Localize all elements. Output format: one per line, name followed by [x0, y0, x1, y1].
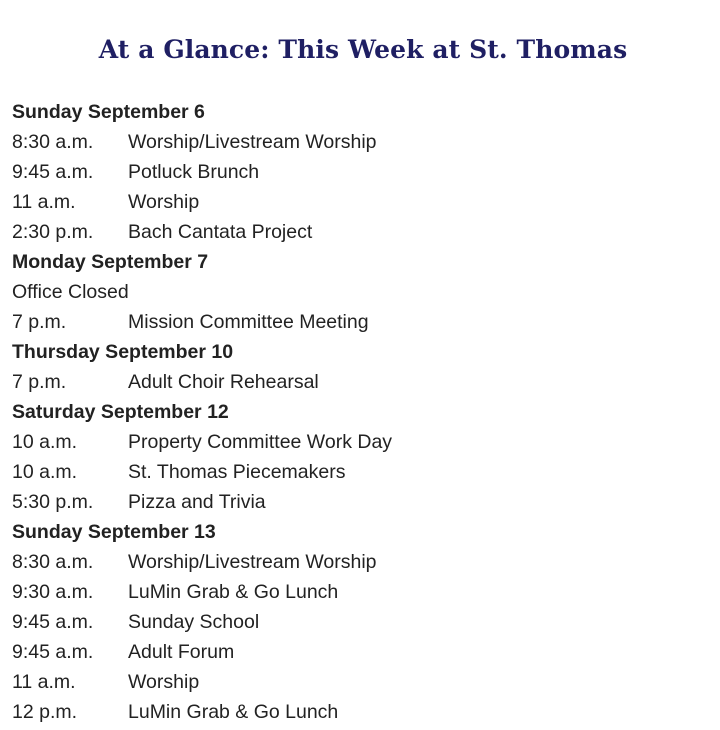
event-name: Adult Choir Rehearsal — [128, 371, 319, 393]
page-title: At a Glance: This Week at St. Thomas — [98, 35, 628, 64]
schedule-row — [12, 217, 712, 247]
day-heading: Monday September 7 — [12, 251, 209, 273]
day-heading: Sunday September 13 — [12, 521, 216, 543]
event-time: 9:45 a.m. — [12, 611, 94, 633]
schedule-row — [12, 157, 712, 187]
event-time: 10 a.m. — [12, 461, 78, 483]
event-time: 7 p.m. — [12, 311, 67, 333]
event-name: LuMin Grab & Go Lunch — [128, 701, 339, 723]
event-time: 5:30 p.m. — [12, 491, 94, 513]
schedule-row — [12, 127, 712, 157]
schedule-note: Office Closed — [12, 281, 129, 303]
event-name: Potluck Brunch — [128, 161, 260, 183]
event-time: 9:45 a.m. — [12, 641, 94, 663]
event-time: 9:45 a.m. — [12, 161, 94, 183]
schedule-row — [12, 457, 712, 487]
event-time: 11 a.m. — [12, 191, 76, 213]
event-name: Worship — [128, 191, 200, 213]
schedule-row — [12, 577, 712, 607]
event-name: St. Thomas Piecemakers — [128, 461, 346, 483]
day-heading: Saturday September 12 — [12, 401, 229, 423]
event-time: 9:30 a.m. — [12, 581, 94, 603]
event-name: LuMin Grab & Go Lunch — [128, 581, 339, 603]
event-name: Bach Cantata Project — [128, 221, 313, 243]
schedule-row — [12, 697, 712, 727]
schedule-row — [12, 547, 712, 577]
event-time: 7 p.m. — [12, 371, 67, 393]
event-time: 8:30 a.m. — [12, 551, 94, 573]
day-heading: Sunday September 6 — [12, 101, 205, 123]
event-name: Mission Committee Meeting — [128, 311, 369, 333]
weekly-schedule — [12, 97, 712, 727]
schedule-row — [12, 637, 712, 667]
schedule-row — [12, 187, 712, 217]
event-name: Worship/Livestream Worship — [128, 131, 377, 153]
day-heading: Thursday September 10 — [12, 341, 234, 363]
event-time: 10 a.m. — [12, 431, 78, 453]
event-name: Adult Forum — [128, 641, 235, 663]
event-name: Worship — [128, 671, 200, 693]
schedule-row — [12, 367, 712, 397]
schedule-row — [12, 607, 712, 637]
event-time: 11 a.m. — [12, 671, 76, 693]
event-time: 8:30 a.m. — [12, 131, 94, 153]
schedule-row — [12, 307, 712, 337]
event-time: 2:30 p.m. — [12, 221, 94, 243]
event-name: Property Committee Work Day — [128, 431, 393, 453]
schedule-row — [12, 487, 712, 517]
schedule-row — [12, 427, 712, 457]
schedule-row — [12, 667, 712, 697]
event-time: 12 p.m. — [12, 701, 78, 723]
event-name: Worship/Livestream Worship — [128, 551, 377, 573]
event-name: Sunday School — [128, 611, 260, 633]
event-name: Pizza and Trivia — [128, 491, 266, 513]
